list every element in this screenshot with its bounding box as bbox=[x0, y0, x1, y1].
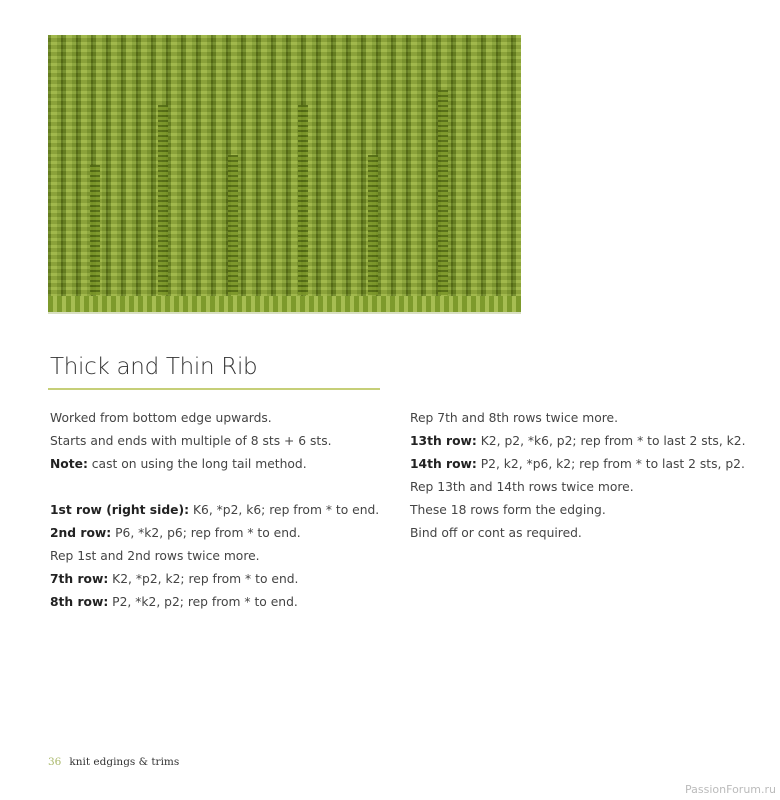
section-name: knit edgings & trims bbox=[69, 756, 180, 768]
watermark: PassionForum.ru bbox=[685, 783, 776, 796]
row-instruction: Bind off or cont as required. bbox=[410, 526, 582, 540]
title-divider bbox=[48, 388, 380, 390]
row-instruction: 8th row: P2, *k2, p2; rep from * to end. bbox=[50, 595, 298, 609]
row-instruction: Rep 1st and 2nd rows twice more. bbox=[50, 549, 260, 563]
row-instruction: These 18 rows form the edging. bbox=[410, 503, 606, 517]
row-instruction: Rep 7th and 8th rows twice more. bbox=[410, 411, 618, 425]
intro-line: Worked from bottom edge upwards. bbox=[50, 411, 272, 425]
row-instruction: 2nd row: P6, *k2, p6; rep from * to end. bbox=[50, 526, 301, 540]
instructions-right-column bbox=[410, 407, 746, 545]
page-footer bbox=[48, 756, 179, 768]
page-number: 36 bbox=[48, 756, 62, 768]
knitted-swatch-photo bbox=[48, 35, 521, 312]
row-instruction: 14th row: P2, k2, *p6, k2; rep from * to last 2 sts, p2. bbox=[410, 457, 745, 471]
pattern-title: Thick and Thin Rib bbox=[50, 354, 258, 380]
swatch-cast-on-edge bbox=[48, 296, 521, 314]
instructions-left-column bbox=[50, 407, 379, 614]
row-instruction: 1st row (right side): K6, *p2, k6; rep from * to end. bbox=[50, 503, 380, 517]
row-instruction: Rep 13th and 14th rows twice more. bbox=[410, 480, 634, 494]
row-instruction: 13th row: K2, p2, *k6, p2; rep from * to last 2 sts, k2. bbox=[410, 434, 746, 448]
intro-line: Starts and ends with multiple of 8 sts + 6 sts. bbox=[50, 434, 332, 448]
note-line: Note: cast on using the long tail method. bbox=[50, 457, 307, 471]
row-instruction: 7th row: K2, *p2, k2; rep from * to end. bbox=[50, 572, 299, 586]
